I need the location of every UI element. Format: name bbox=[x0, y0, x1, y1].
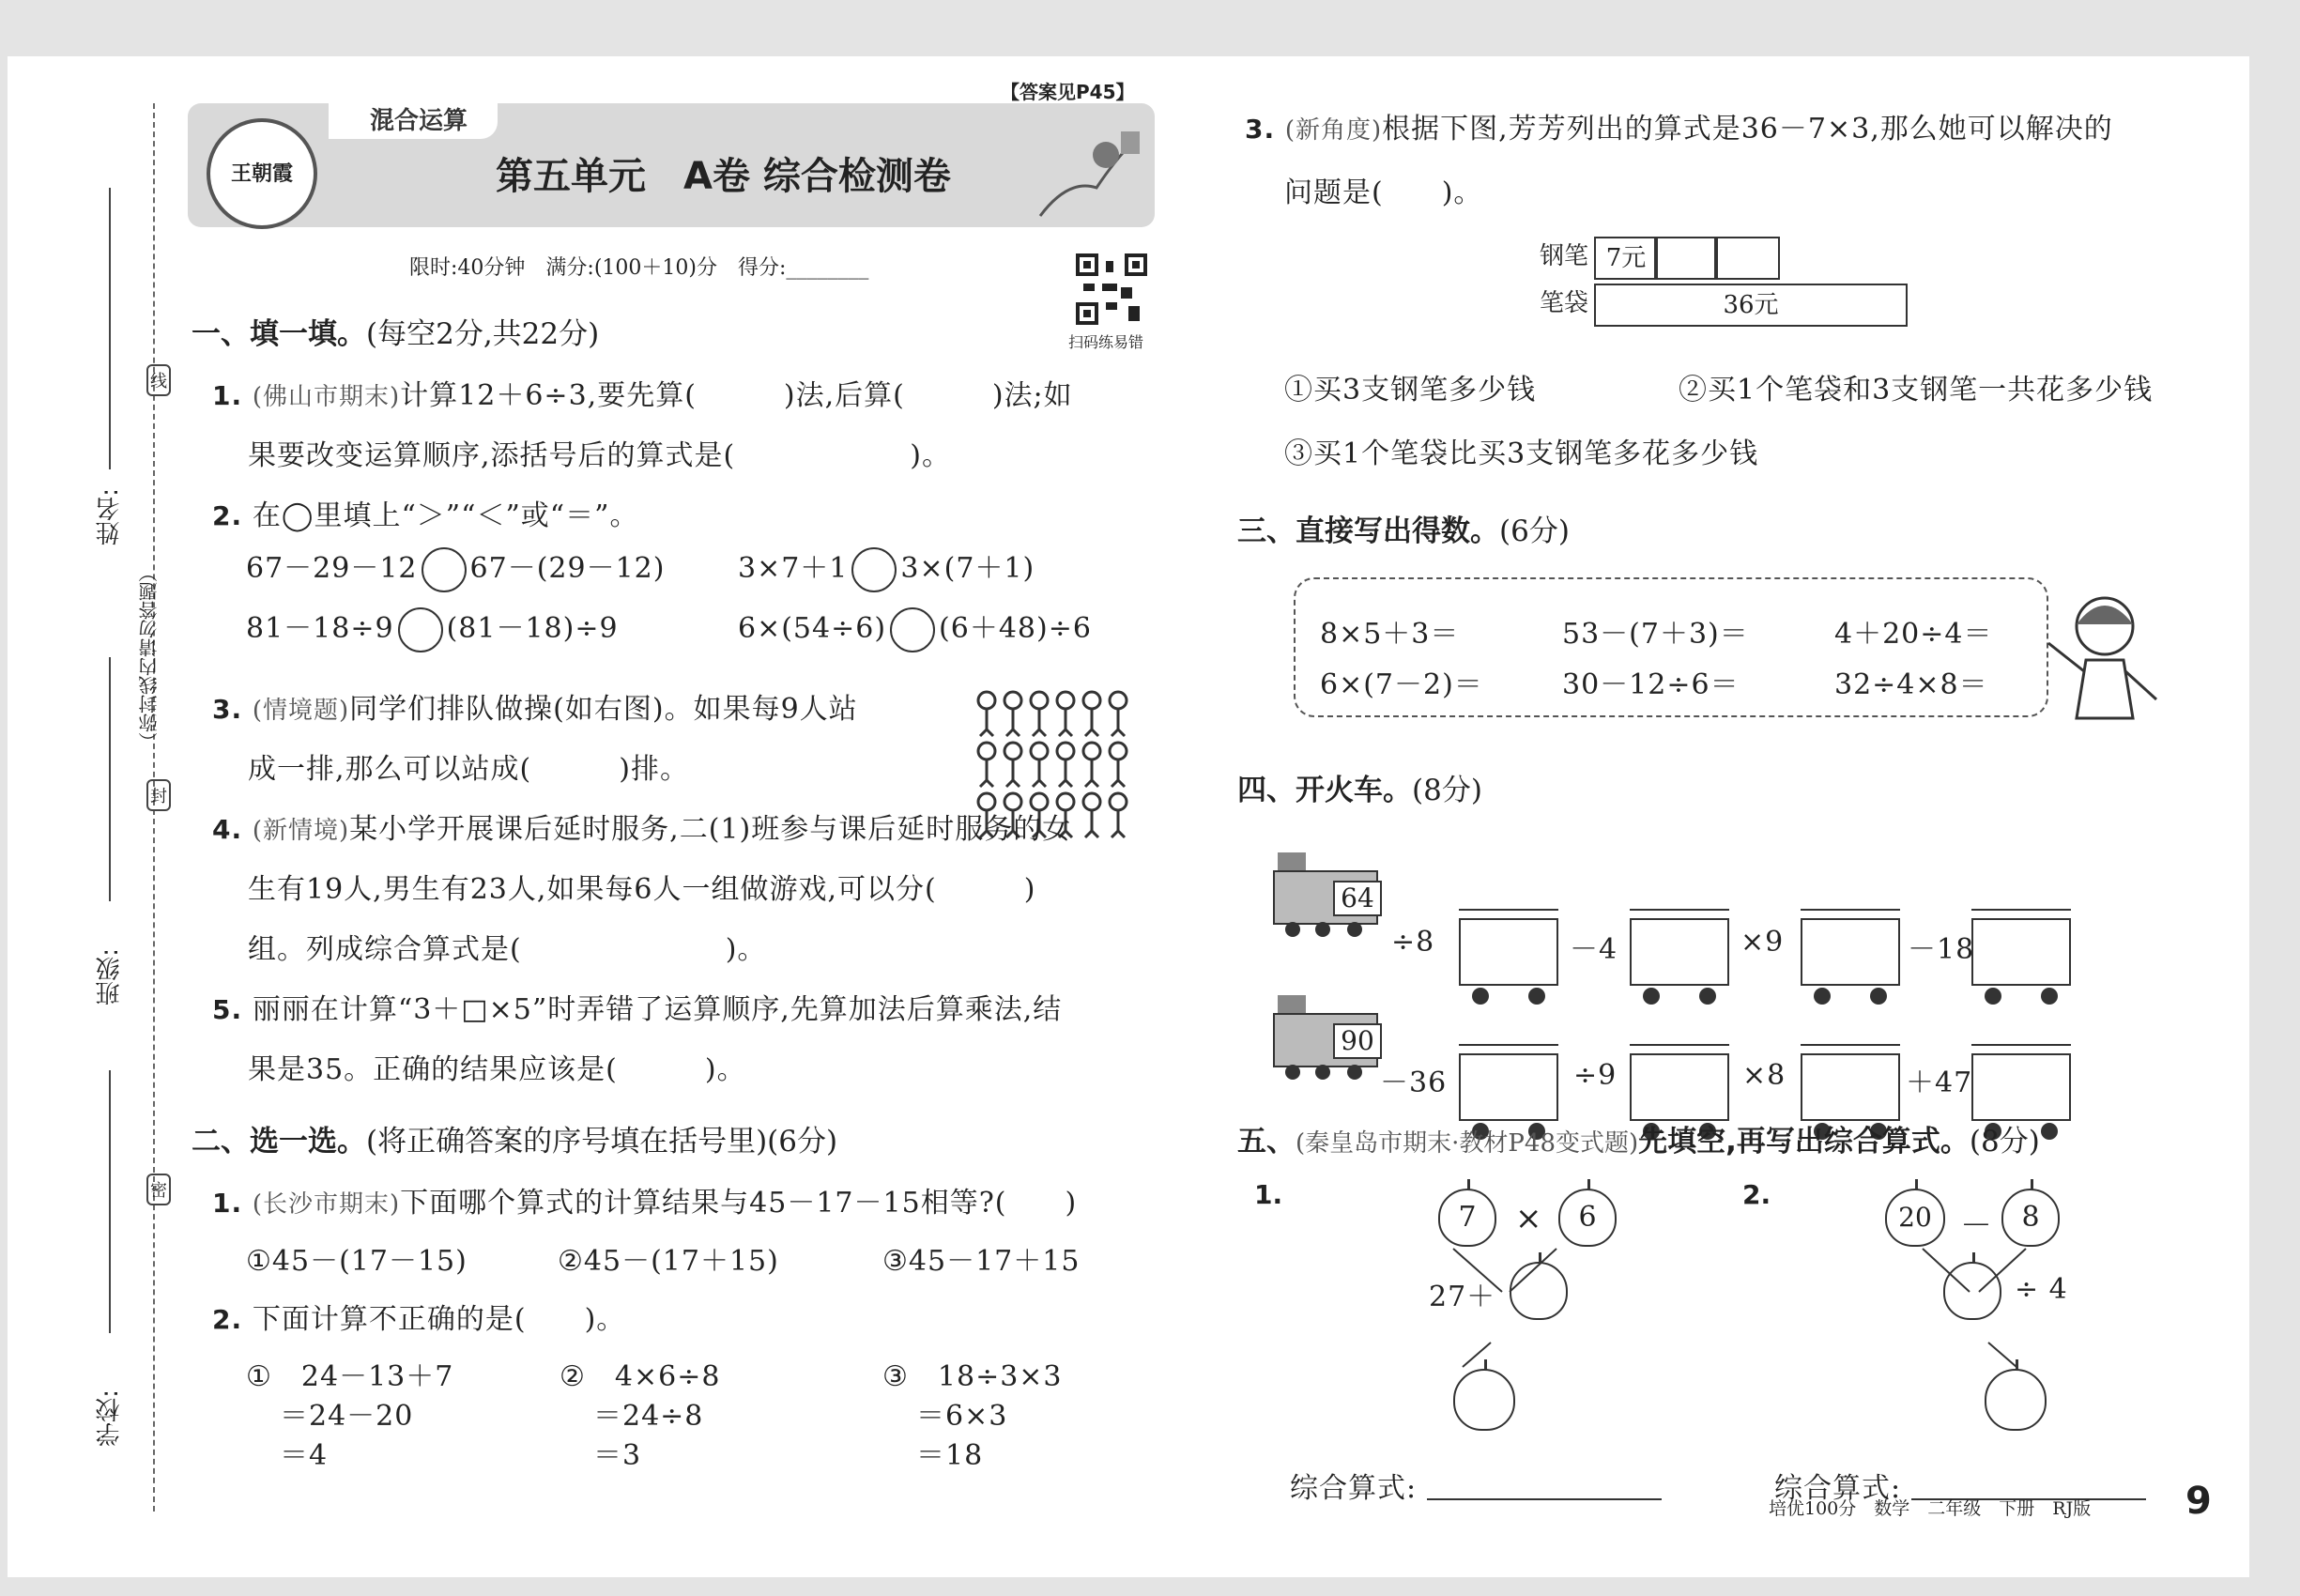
problem-1-formula-blank[interactable] bbox=[1427, 1498, 1662, 1500]
r-q3-option-2: ②买1个笔袋和3支钢笔一共花多少钱 bbox=[1679, 374, 2154, 407]
r-q3-line1 bbox=[1245, 105, 2113, 146]
seal-note: （弥封线内请勿答题） bbox=[138, 563, 161, 751]
s2-q2-option-3 bbox=[882, 1358, 1063, 1476]
q-text: 计算12＋6÷3,要先算( )法,后算( )法;如 bbox=[400, 379, 1073, 412]
wheel bbox=[1643, 988, 1660, 1005]
s1-q5-line2: 果是35。正确的结果应该是( )。 bbox=[248, 1053, 746, 1086]
s2-q1-option-2: ②45－(17＋15) bbox=[558, 1245, 779, 1278]
expr-right: (81－18)÷9 bbox=[446, 612, 619, 645]
wheel bbox=[1814, 988, 1831, 1005]
s1-q1-line1 bbox=[212, 372, 1073, 413]
section-2-title bbox=[192, 1117, 837, 1159]
school-line bbox=[109, 1070, 111, 1333]
wheel bbox=[1699, 988, 1716, 1005]
r-q3-line2: 问题是( )。 bbox=[1284, 176, 1483, 209]
q-number: 5. bbox=[212, 994, 253, 1025]
wheel bbox=[1528, 988, 1545, 1005]
footer-book-info: 培优100分 数学 二年级 下册 RJ版 bbox=[1769, 1498, 2092, 1519]
train-1-op: ÷8 bbox=[1391, 926, 1435, 959]
girl-illustration bbox=[2039, 587, 2161, 728]
seal-mark-3: 密 bbox=[146, 1174, 171, 1205]
q-text: 下面计算不正确的是( )。 bbox=[252, 1303, 626, 1336]
calc-step: ③ 18÷3×3 bbox=[882, 1360, 1063, 1393]
calc-step: ＝3 bbox=[593, 1439, 642, 1472]
section-5-heading-2: 先填空,再写出综合算式。 bbox=[1638, 1125, 1970, 1159]
problem-2-apple-result-2[interactable] bbox=[1985, 1369, 2047, 1431]
calc-step: ② 4×6÷8 bbox=[560, 1360, 721, 1393]
train-2-op: ÷9 bbox=[1573, 1059, 1618, 1092]
problem-2-op: － bbox=[1960, 1207, 1993, 1245]
problem-2-divisor: ÷ 4 bbox=[2015, 1273, 2068, 1306]
compare-2 bbox=[738, 545, 1035, 592]
expr-left: 81－18÷9 bbox=[246, 612, 394, 645]
s1-q4-line1 bbox=[212, 806, 1071, 847]
q-text: 某小学开展课后延时服务,二(1)班参与课后延时服务的女 bbox=[349, 813, 1072, 846]
compare-3 bbox=[246, 605, 619, 652]
calc-step: ＝18 bbox=[916, 1439, 984, 1472]
train-1-op: －4 bbox=[1570, 933, 1618, 966]
train-1-car-1[interactable] bbox=[1459, 918, 1558, 986]
section-4-note: (8分) bbox=[1412, 774, 1482, 807]
class-label: 班级: bbox=[96, 948, 124, 1005]
seal-mark-2: 封 bbox=[146, 779, 171, 811]
q-text: 同学们排队做操(如右图)。如果每9人站 bbox=[349, 693, 858, 726]
problem-2-apple-a: 20 bbox=[1885, 1189, 1945, 1247]
q-text: 根据下图,芳芳列出的算式是36－7×3,那么她可以解决的 bbox=[1382, 113, 2113, 146]
problem-1-apple-b: 6 bbox=[1558, 1189, 1617, 1247]
answer-circle[interactable] bbox=[398, 607, 443, 652]
s2-q2-option-1 bbox=[246, 1358, 453, 1476]
q-tag: (佛山市期末) bbox=[252, 383, 401, 411]
calc-step: ＝4 bbox=[280, 1439, 329, 1472]
page-number: 9 bbox=[2185, 1480, 2212, 1523]
s2-q2 bbox=[212, 1296, 625, 1337]
q-number: 1. bbox=[212, 380, 253, 411]
problem-1-apple-result-2[interactable] bbox=[1453, 1369, 1515, 1431]
problem-2-number: 2. bbox=[1742, 1179, 1771, 1210]
q-tag: (新角度) bbox=[1284, 116, 1383, 145]
wheel bbox=[2041, 988, 2058, 1005]
s1-q5-line1 bbox=[212, 986, 1062, 1027]
school-label: 学校: bbox=[96, 1389, 124, 1447]
problem-2-formula-label: 综合算式: bbox=[1774, 1472, 1902, 1505]
wheel bbox=[1985, 988, 2001, 1005]
name-label: 姓名: bbox=[96, 488, 124, 545]
exam-meta: 限时:40分钟 满分:(100＋10)分 得分:________ bbox=[409, 256, 869, 280]
q-number: 2. bbox=[212, 500, 253, 531]
pen-label: 钢笔 bbox=[1540, 242, 1589, 270]
oral-item: 6×(7－2)＝ bbox=[1320, 668, 1483, 701]
name-line bbox=[109, 188, 111, 469]
train-2-op: －36 bbox=[1380, 1067, 1448, 1099]
answer-circle[interactable] bbox=[851, 547, 897, 592]
worksheet-page bbox=[8, 56, 2249, 1577]
answer-ref: 【答案见P45】 bbox=[1001, 81, 1135, 103]
section-2-note: (将正确答案的序号填在括号里)(6分) bbox=[366, 1125, 838, 1159]
train-1-car-3[interactable] bbox=[1801, 918, 1900, 986]
r-q3-option-3: ③买1个笔袋比买3支钢笔多花多少钱 bbox=[1284, 437, 1759, 470]
calc-step: ＝24÷8 bbox=[593, 1400, 704, 1433]
train-2-op: ×8 bbox=[1742, 1059, 1786, 1092]
brand-logo bbox=[207, 118, 317, 229]
s1-q4-line2: 生有19人,男生有23人,如果每6人一组做游戏,可以分( ) bbox=[248, 873, 1036, 906]
problem-2-apple-b: 8 bbox=[2001, 1189, 2060, 1247]
seal-mark-1: 线 bbox=[146, 364, 171, 396]
r-q3-option-1: ①买3支钢笔多少钱 bbox=[1284, 374, 1537, 407]
calc-step: ＝24－20 bbox=[280, 1400, 414, 1433]
section-2-heading: 二、选一选。 bbox=[192, 1125, 366, 1159]
logo-text: 王朝霞 bbox=[230, 161, 293, 186]
problem-1-apple-result-1[interactable] bbox=[1510, 1262, 1568, 1320]
oral-item: 30－12÷6＝ bbox=[1562, 668, 1740, 701]
q-number: 3. bbox=[1245, 114, 1285, 145]
compare-4 bbox=[738, 605, 1092, 652]
problem-1-op: × bbox=[1515, 1200, 1543, 1237]
pen-price-cell-blank bbox=[1654, 237, 1718, 280]
page-title: 第五单元 A卷 综合检测卷 bbox=[496, 155, 951, 198]
wheel bbox=[1870, 988, 1887, 1005]
q-text: 在◯里填上“＞”“＜”或“＝”。 bbox=[252, 499, 639, 532]
section-5-tag: (秦皇岛市期末·教材P48变式题) bbox=[1296, 1129, 1639, 1158]
train-2-car-3[interactable] bbox=[1801, 1053, 1900, 1121]
oral-item: 4＋20÷4＝ bbox=[1834, 618, 1993, 651]
oral-item: 8×5＋3＝ bbox=[1320, 618, 1460, 651]
s1-q2 bbox=[212, 492, 638, 533]
pen-price-cell-blank bbox=[1714, 237, 1780, 280]
oral-item: 53－(7＋3)＝ bbox=[1562, 618, 1749, 651]
bag-price-bar: 36元 bbox=[1594, 284, 1908, 327]
bag-label: 笔袋 bbox=[1540, 289, 1589, 317]
train-1-op: －18 bbox=[1908, 933, 1975, 966]
s2-q1-option-1: ①45－(17－15) bbox=[246, 1245, 468, 1278]
s2-q1 bbox=[212, 1179, 1077, 1220]
section-5-heading: 五、 bbox=[1237, 1125, 1296, 1159]
unit-tag: 混合运算 bbox=[370, 107, 468, 135]
answer-circle[interactable] bbox=[890, 607, 935, 652]
problem-1-apple-a: 7 bbox=[1438, 1189, 1496, 1247]
oral-item: 32÷4×8＝ bbox=[1834, 668, 1988, 701]
answer-circle[interactable] bbox=[422, 547, 467, 592]
calc-step: ① 24－13＋7 bbox=[246, 1360, 454, 1393]
section-3-note: (6分) bbox=[1499, 514, 1570, 548]
problem-1-addend: 27＋ bbox=[1429, 1281, 1496, 1313]
q-text: 下面哪个算式的计算结果与45－17－15相等?( ) bbox=[400, 1187, 1078, 1220]
train-2-car-4[interactable] bbox=[1971, 1053, 2071, 1121]
s2-q1-option-3: ③45－17＋15 bbox=[882, 1245, 1081, 1278]
expr-right: 67－(29－12) bbox=[469, 552, 666, 585]
qr-code[interactable] bbox=[1076, 253, 1147, 325]
train-1-start-value: 64 bbox=[1333, 881, 1382, 916]
s2-q2-option-2 bbox=[560, 1358, 720, 1476]
section-4-heading: 四、开火车。 bbox=[1237, 774, 1412, 807]
train-1-op: ×9 bbox=[1740, 926, 1785, 959]
section-4-title bbox=[1237, 766, 1482, 808]
s1-q3-line2: 成一排,那么可以站成( )排。 bbox=[248, 753, 689, 786]
s1-q1-line2: 果要改变运算顺序,添括号后的算式是( )。 bbox=[248, 439, 951, 472]
section-3-title bbox=[1237, 507, 1570, 549]
train-2-car-2[interactable] bbox=[1630, 1053, 1729, 1121]
q-text: 丽丽在计算“3＋□×5”时弄错了运算顺序,先算加法后算乘法,结 bbox=[252, 993, 1063, 1026]
q-tag: (长沙市期末) bbox=[252, 1190, 401, 1219]
wheel bbox=[1472, 988, 1489, 1005]
section-1-title bbox=[192, 310, 599, 352]
expr-left: 3×7＋1 bbox=[738, 552, 849, 585]
train-2-car-1[interactable] bbox=[1459, 1053, 1558, 1121]
train-1-car-2[interactable] bbox=[1630, 918, 1729, 986]
wheel bbox=[2041, 1123, 2058, 1140]
train-1-car-4[interactable] bbox=[1971, 918, 2071, 986]
mascot-illustration bbox=[1031, 122, 1143, 225]
q-number: 2. bbox=[212, 1304, 253, 1335]
s1-q3-line1 bbox=[212, 685, 858, 727]
q-number: 3. bbox=[212, 694, 253, 725]
train-2-op: ＋47 bbox=[1906, 1067, 1973, 1099]
q-tag: (情境题) bbox=[252, 697, 350, 725]
section-1-note: (每空2分,共22分) bbox=[366, 317, 600, 351]
qr-caption: 扫码练易错 bbox=[1068, 333, 1144, 351]
section-3-heading: 三、直接写出得数。 bbox=[1237, 514, 1499, 548]
calc-step: ＝6×3 bbox=[916, 1400, 1008, 1433]
s1-q4-line3: 组。列成综合算式是( )。 bbox=[248, 933, 767, 966]
train-2-start-value: 90 bbox=[1333, 1023, 1382, 1059]
expr-left: 6×(54÷6) bbox=[738, 612, 887, 645]
q-tag: (新情境) bbox=[252, 817, 350, 845]
section-5-note: (8分) bbox=[1969, 1125, 2040, 1159]
compare-1 bbox=[246, 545, 665, 592]
class-line bbox=[109, 657, 111, 901]
q-number: 1. bbox=[212, 1188, 253, 1219]
section-5-title bbox=[1237, 1117, 2040, 1159]
problem-2-apple-result-1[interactable] bbox=[1943, 1262, 2001, 1320]
expr-right: (6＋48)÷6 bbox=[939, 612, 1092, 645]
problem-1-formula-label: 综合算式: bbox=[1290, 1472, 1418, 1505]
section-1-heading: 一、填一填。 bbox=[192, 317, 366, 351]
pen-price-cell: 7元 bbox=[1594, 237, 1658, 280]
problem-1-number: 1. bbox=[1254, 1179, 1283, 1210]
expr-left: 67－29－12 bbox=[246, 552, 418, 585]
q-number: 4. bbox=[212, 814, 253, 845]
expr-right: 3×(7＋1) bbox=[900, 552, 1035, 585]
